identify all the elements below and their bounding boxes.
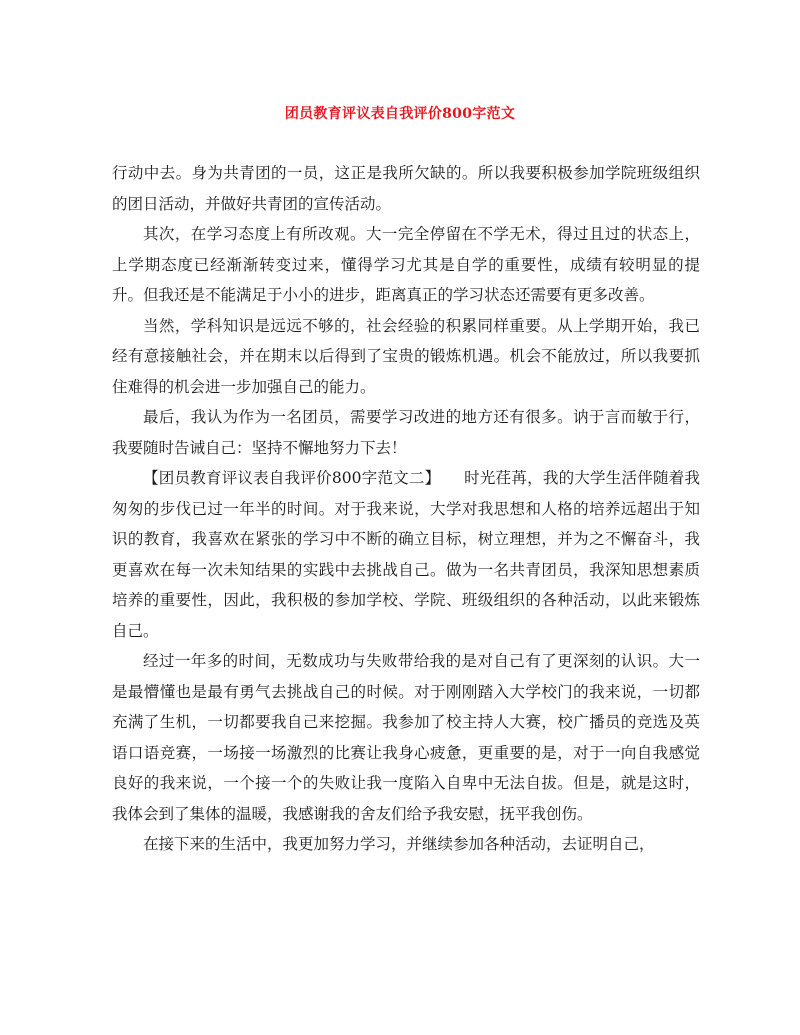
- paragraph-study-attitude: 其次，在学习态度上有所改观。大一完全停留在不学无术，得过且过的状态上，上学期态度已经渐渐转变过来，懂得学习尤其是自学的重要性，成绩有较明显的提升。但我还是不能满足于小小的进步，距离真正的学习状态还需要有更多改善。: [112, 225, 700, 304]
- paragraph-self-awareness: 经过一年多的时间，无数成功与失败带给我的是对自己有了更深刻的认识。大一是最懵懂也是最有勇气去挑战自己的时候。对于刚刚踏入大学校门的我来说，一切都充满了生机，一切都要我自己来挖掘。我参加了校主持人大赛，校广播员的竞选及英语口语竞赛，一场接一场激烈的比赛让我身心疲惫，更重要的是，对于一向自我感觉良好的我来说，一个接一个的失败让我一度陷入自卑中无法自拔。但是，就是这时，我体会到了集体的温暖，我感谢我的舍友们给予我安慰，抚平我创伤。: [112, 652, 700, 823]
- document-title: 团员教育评议表自我评价800字范文: [284, 106, 516, 122]
- document-body: [112, 158, 700, 860]
- paragraph-conclusion: 最后，我认为作为一名团员，需要学习改进的地方还有很多。讷于言而敏于行，我要随时告诫自己：坚持不懈地努力下去！: [112, 408, 700, 457]
- paragraph-continued-effort: 在接下来的生活中，我更加努力学习，并继续参加各种活动，去证明自己，: [143, 835, 655, 853]
- paragraph-continuation: 行动中去。身为共青团的一员，这正是我所欠缺的。所以我要积极参加学院班级组织的团日活动，并做好共青团的宣传活动。: [112, 164, 700, 213]
- paragraph-social-experience: 当然，学科知识是远远不够的，社会经验的积累同样重要。从上学期开始，我已经有意接触社会，并在期末以后得到了宝贵的锻炼机遇。机会不能放过，所以我要抓住难得的机会进一步加强自己的能力。: [112, 316, 700, 396]
- paragraph-sample-two: 【团员教育评议表自我评价800字范文二】 时光荏苒，我的大学生活伴随着我匆匆的步伐已过一年半的时间。对于我来说，大学对我思想和人格的培养远超出于知识的教育，我喜欢在紧张的学习中不断的确立目标，树立理想，并为之不懈奋斗，我更喜欢在每一次未知结果的实践中去挑战自己。做为一名共青团员，我深知思想素质培养的重要性，因此，我积极的参加学校、学院、班级组织的各种活动，以此来锻炼自己。: [112, 469, 700, 640]
